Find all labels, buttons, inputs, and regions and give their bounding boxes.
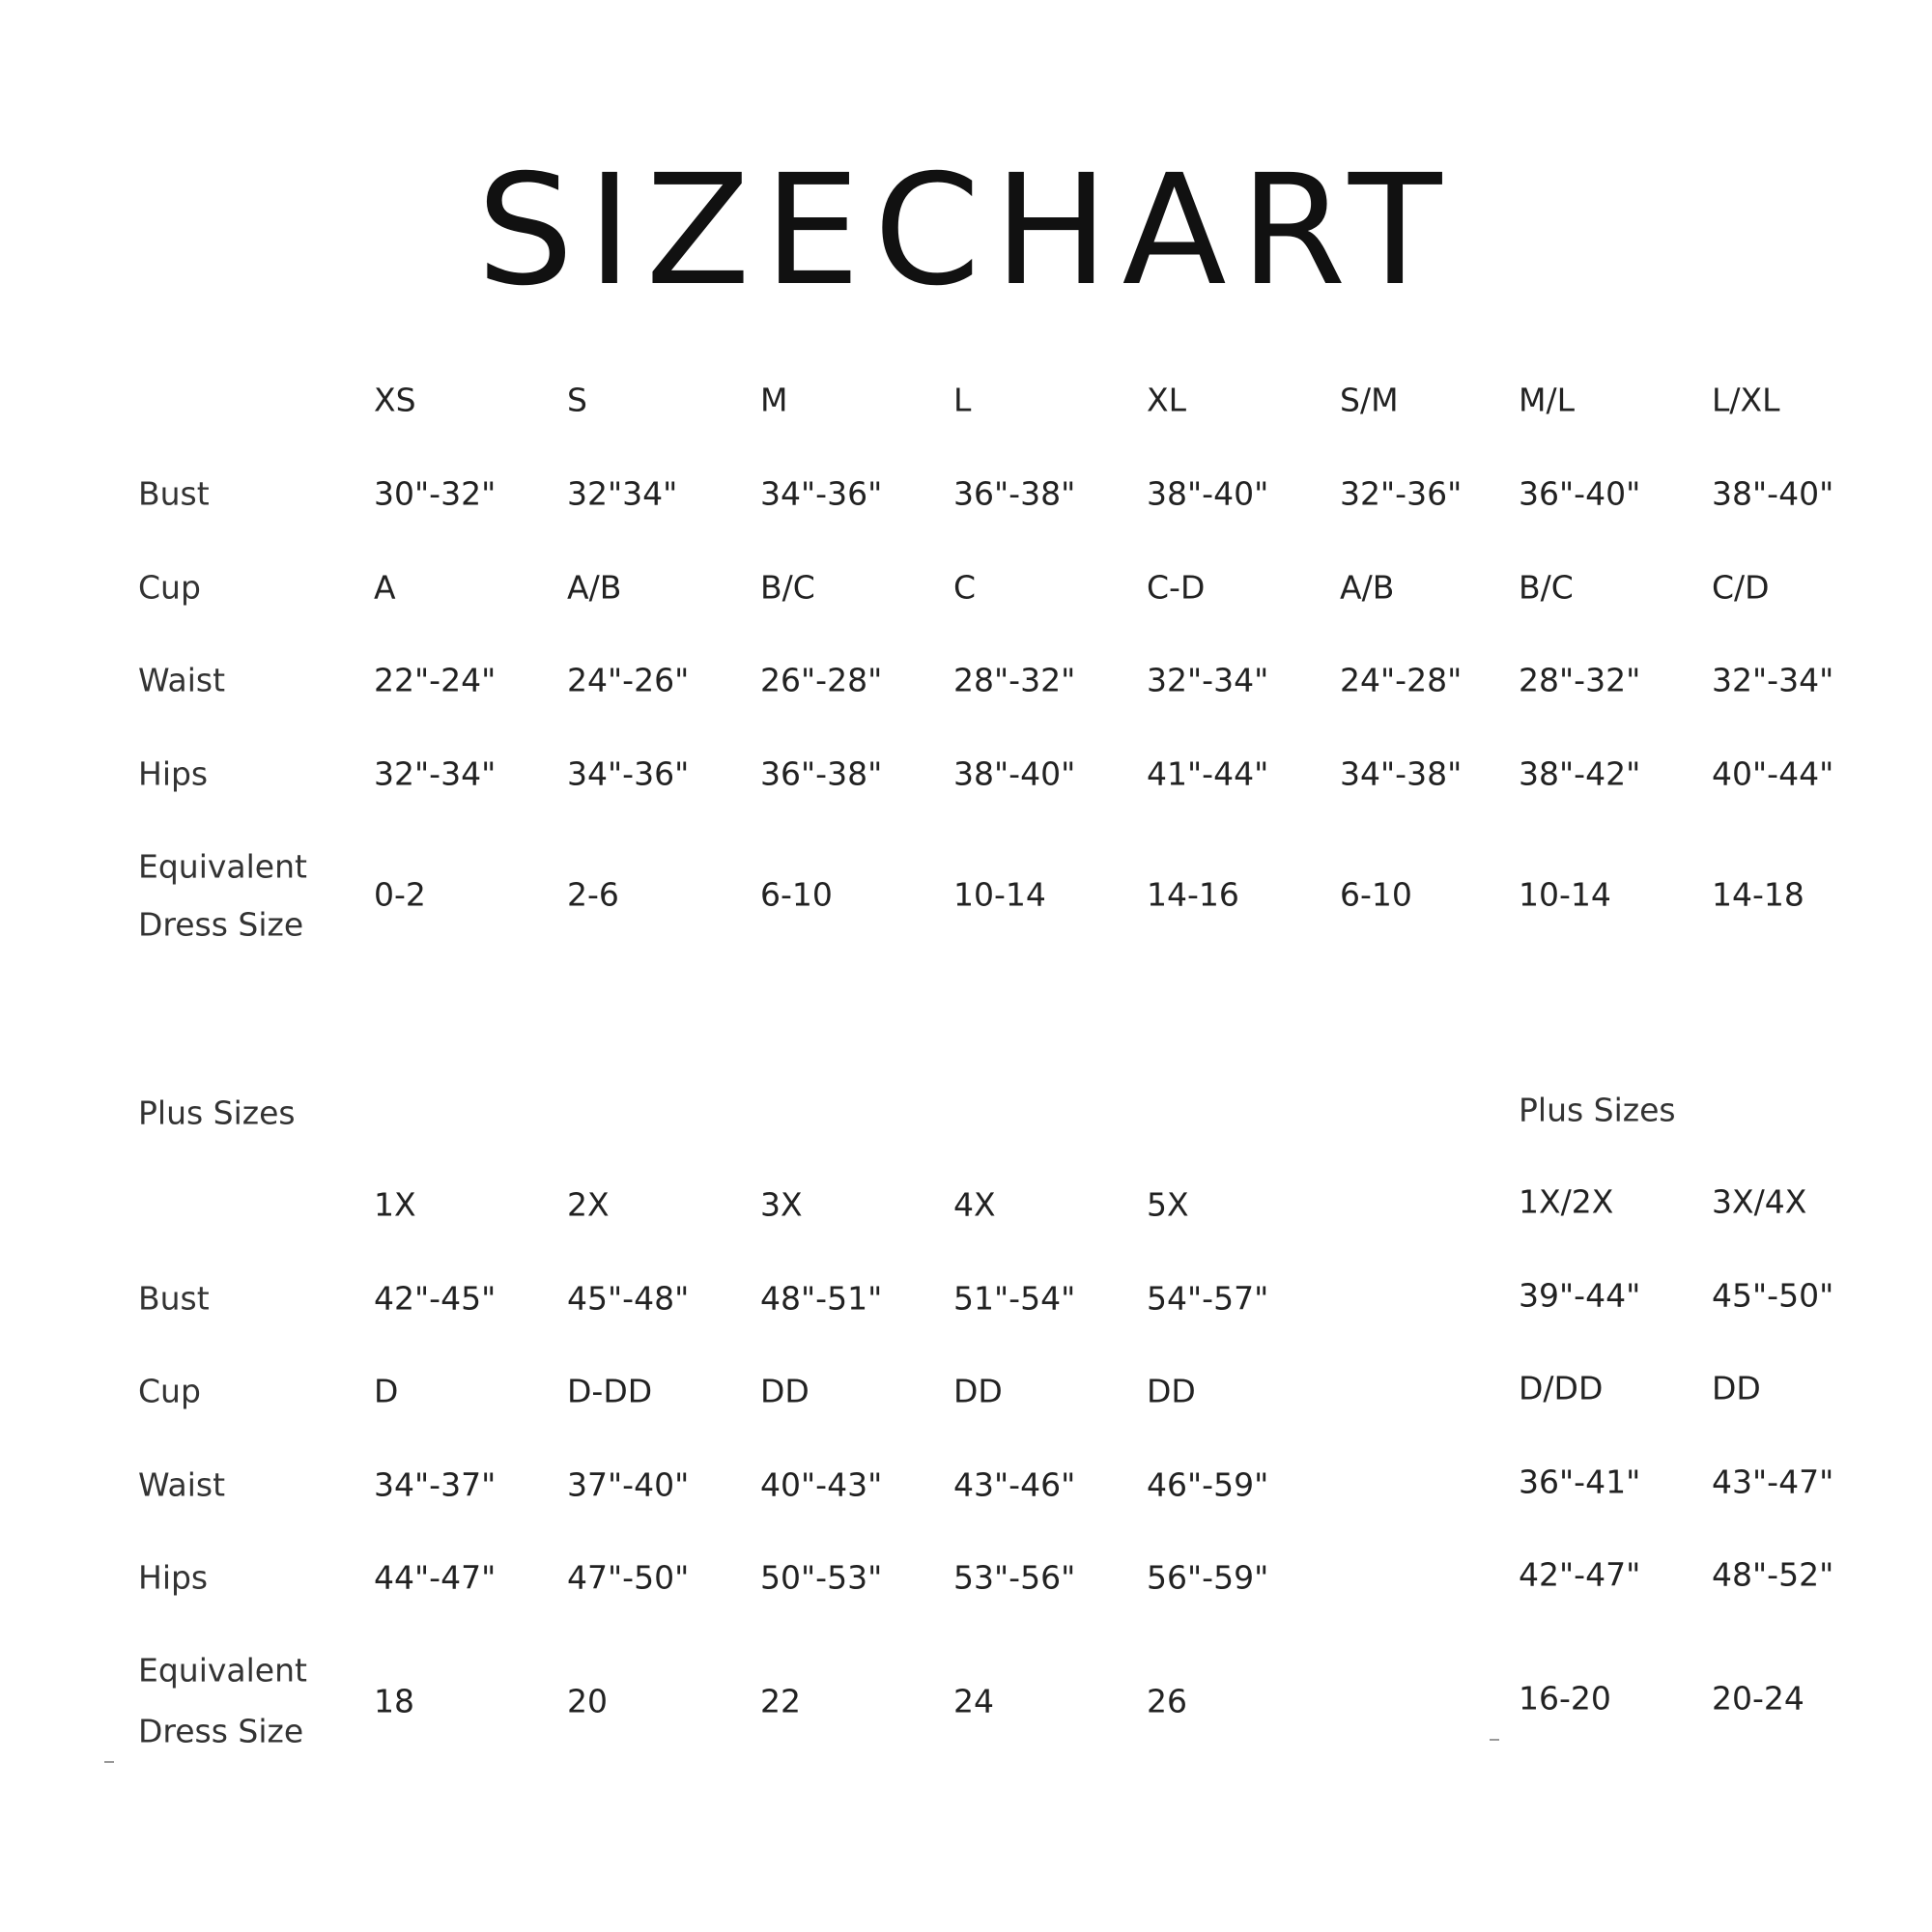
size-header: XL [1147,381,1186,419]
table-cell: A/B [567,568,622,607]
size-header: XS [374,381,416,419]
table-cell: 22"-24" [374,661,497,699]
scan-mark [104,1761,114,1763]
table-cell: 2-6 [567,875,619,914]
table-cell: 45"-50" [1712,1276,1834,1315]
table-cell: 28"-32" [953,661,1076,699]
table-cell: 43"-47" [1712,1463,1834,1501]
table-cell: 34"-37" [374,1465,497,1504]
section-label: Plus Sizes [1519,1091,1676,1129]
size-header: 5X [1147,1185,1189,1224]
table-cell: 38"-40" [1147,474,1269,513]
table-cell: B/C [760,568,815,607]
table-cell: 30"-32" [374,474,497,513]
table-cell: 6-10 [1340,875,1412,914]
table-cell: 41"-44" [1147,754,1269,793]
table-cell: 38"-40" [1712,474,1834,513]
table-cell: 53"-56" [953,1558,1076,1597]
table-cell: 10-14 [1519,875,1611,914]
size-header: 3X/4X [1712,1182,1807,1221]
table-cell: 42"-47" [1519,1555,1641,1594]
table-cell: 22 [760,1682,801,1720]
size-header: S/M [1340,381,1399,419]
size-header: S [567,381,587,419]
table-cell: D [374,1372,399,1410]
table-cell: DD [1147,1372,1196,1410]
table-cell: 32"-36" [1340,474,1463,513]
row-label: Bust [138,1279,210,1318]
size-header: 3X [760,1185,803,1224]
table-cell: 16-20 [1519,1679,1611,1718]
table-cell: 39"-44" [1519,1276,1641,1315]
table-cell: 26 [1147,1682,1187,1720]
row-label: Waist [138,661,226,699]
size-header: 4X [953,1185,996,1224]
table-cell: A/B [1340,568,1395,607]
row-label: Dress Size [138,1712,304,1750]
table-cell: 42"-45" [374,1279,497,1318]
table-cell: 34"-36" [760,474,883,513]
table-cell: 20 [567,1682,608,1720]
table-cell: 20-24 [1712,1679,1804,1718]
table-cell: 34"-38" [1340,754,1463,793]
size-header: 1X [374,1185,416,1224]
row-label: Equivalent [138,847,307,886]
size-header: L [953,381,972,419]
scan-mark [1490,1739,1499,1741]
size-header: 2X [567,1185,610,1224]
table-cell: 43"-46" [953,1465,1076,1504]
size-header: M/L [1519,381,1575,419]
table-cell: 28"-32" [1519,661,1641,699]
table-cell: 36"-41" [1519,1463,1641,1501]
row-label: Cup [138,1372,201,1410]
table-cell: 36"-40" [1519,474,1641,513]
table-cell: C [953,568,977,607]
table-cell: 32"-34" [1712,661,1834,699]
table-cell: 0-2 [374,875,426,914]
table-cell: D-DD [567,1372,653,1410]
size-header: L/XL [1712,381,1780,419]
table-cell: 50"-53" [760,1558,883,1597]
table-cell: B/C [1519,568,1574,607]
size-header: M [760,381,788,419]
section-label: Plus Sizes [138,1094,296,1132]
table-cell: C/D [1712,568,1770,607]
table-cell: 14-16 [1147,875,1239,914]
table-cell: 51"-54" [953,1279,1076,1318]
page-title: SIZECHART [476,142,1456,320]
table-cell: 36"-38" [760,754,883,793]
row-label: Hips [138,754,209,793]
table-cell: 24 [953,1682,994,1720]
row-label: Waist [138,1465,226,1504]
table-cell: 46"-59" [1147,1465,1269,1504]
table-cell: 54"-57" [1147,1279,1269,1318]
table-cell: 18 [374,1682,414,1720]
table-cell: 6-10 [760,875,833,914]
table-cell: DD [1712,1369,1761,1407]
table-cell: 36"-38" [953,474,1076,513]
table-cell: DD [953,1372,1003,1410]
row-label: Dress Size [138,905,304,944]
table-cell: 47"-50" [567,1558,690,1597]
table-cell: 38"-42" [1519,754,1641,793]
table-cell: 45"-48" [567,1279,690,1318]
table-cell: 40"-43" [760,1465,883,1504]
row-label: Hips [138,1558,209,1597]
table-cell: 32"-34" [374,754,497,793]
table-cell: 32"-34" [1147,661,1269,699]
table-cell: 37"-40" [567,1465,690,1504]
row-label: Cup [138,568,201,607]
table-cell: 48"-51" [760,1279,883,1318]
table-cell: 56"-59" [1147,1558,1269,1597]
table-cell: 32"34" [567,474,678,513]
table-cell: 34"-36" [567,754,690,793]
table-cell: 44"-47" [374,1558,497,1597]
table-cell: C-D [1147,568,1206,607]
table-cell: 26"-28" [760,661,883,699]
table-cell: A [374,568,396,607]
table-cell: 24"-26" [567,661,690,699]
table-cell: 38"-40" [953,754,1076,793]
table-cell: 10-14 [953,875,1046,914]
row-label: Bust [138,474,210,513]
table-cell: DD [760,1372,810,1410]
table-cell: 40"-44" [1712,754,1834,793]
row-label: Equivalent [138,1651,307,1690]
size-header: 1X/2X [1519,1182,1614,1221]
table-cell: 14-18 [1712,875,1804,914]
table-cell: 24"-28" [1340,661,1463,699]
table-cell: 48"-52" [1712,1555,1834,1594]
table-cell: D/DD [1519,1369,1604,1407]
